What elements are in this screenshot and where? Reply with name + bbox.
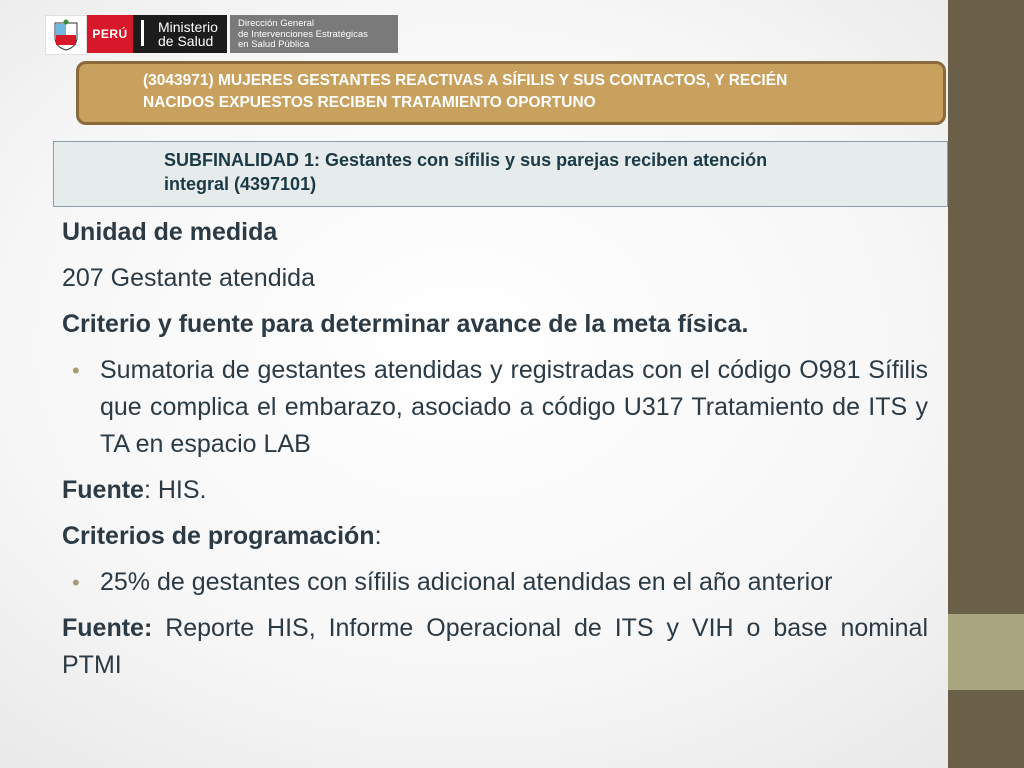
direccion-line2: de Intervenciones Estratégicas bbox=[238, 28, 368, 40]
ministerio-line1: Ministerio bbox=[158, 19, 218, 35]
banner-line2: NACIDOS EXPUESTOS RECIBEN TRATAMIENTO OPORTUNO bbox=[143, 94, 596, 111]
fuente-reporte-value: Reporte HIS, Informe Operacional de ITS y VIH o base nominal PTMI bbox=[62, 614, 928, 679]
fuente-value: : HIS. bbox=[143, 476, 207, 504]
unidad-heading: Unidad de medida bbox=[62, 218, 278, 246]
ministerio-bar-icon bbox=[141, 20, 154, 46]
subfinalidad-line1: SUBFINALIDAD 1: Gestantes con sífilis y sus parejas reciben atención bbox=[164, 150, 768, 170]
programacion-line bbox=[62, 518, 928, 555]
programacion-label: Criterios de programación bbox=[62, 522, 375, 550]
unidad-value: 207 Gestante atendida bbox=[62, 264, 315, 292]
programacion-bullet-text: 25% de gestantes con sífilis adicional atendidas en el año anterior bbox=[100, 568, 833, 596]
direccion-line1: Dirección General bbox=[238, 18, 315, 29]
fuente-label: Fuente bbox=[62, 476, 144, 504]
fuente-reporte-line bbox=[62, 610, 928, 684]
ministerio-line2: de Salud bbox=[158, 33, 214, 49]
fuente-line bbox=[62, 472, 928, 509]
slide-body bbox=[62, 214, 928, 693]
ministry-logo bbox=[45, 15, 398, 53]
subfinalidad-box bbox=[53, 141, 948, 207]
peru-label: PERÚ bbox=[87, 15, 133, 53]
direccion-line3: en Salud Pública bbox=[238, 39, 310, 50]
direccion-label bbox=[230, 15, 398, 53]
subfinalidad-line2: integral (4397101) bbox=[164, 174, 317, 194]
program-title-banner bbox=[76, 61, 946, 125]
criterio-bullet-item bbox=[62, 352, 928, 463]
bullet-icon: • bbox=[72, 358, 80, 383]
criterio-bullet-text: Sumatoria de gestantes atendidas y registradas con el código O981 Sífilis que complica el embarazo, asociado a código U317 Tratamiento de ITS y TA en espacio LAB bbox=[100, 356, 928, 458]
coat-of-arms-icon bbox=[45, 15, 87, 55]
banner-line1: (3043971) MUJERES GESTANTES REACTIVAS A SÍFILIS Y SUS CONTACTOS, Y RECIÉN bbox=[143, 72, 788, 89]
fuente-reporte-label: Fuente: bbox=[62, 614, 153, 642]
ministerio-label bbox=[133, 15, 227, 53]
programacion-suffix: : bbox=[374, 522, 382, 550]
bullet-icon: • bbox=[72, 570, 80, 595]
right-bar-accent bbox=[948, 614, 1024, 690]
right-decorative-bar bbox=[948, 0, 1024, 768]
criterio-heading: Criterio y fuente para determinar avance de la meta física. bbox=[62, 310, 749, 338]
programacion-bullet-item bbox=[62, 564, 928, 601]
